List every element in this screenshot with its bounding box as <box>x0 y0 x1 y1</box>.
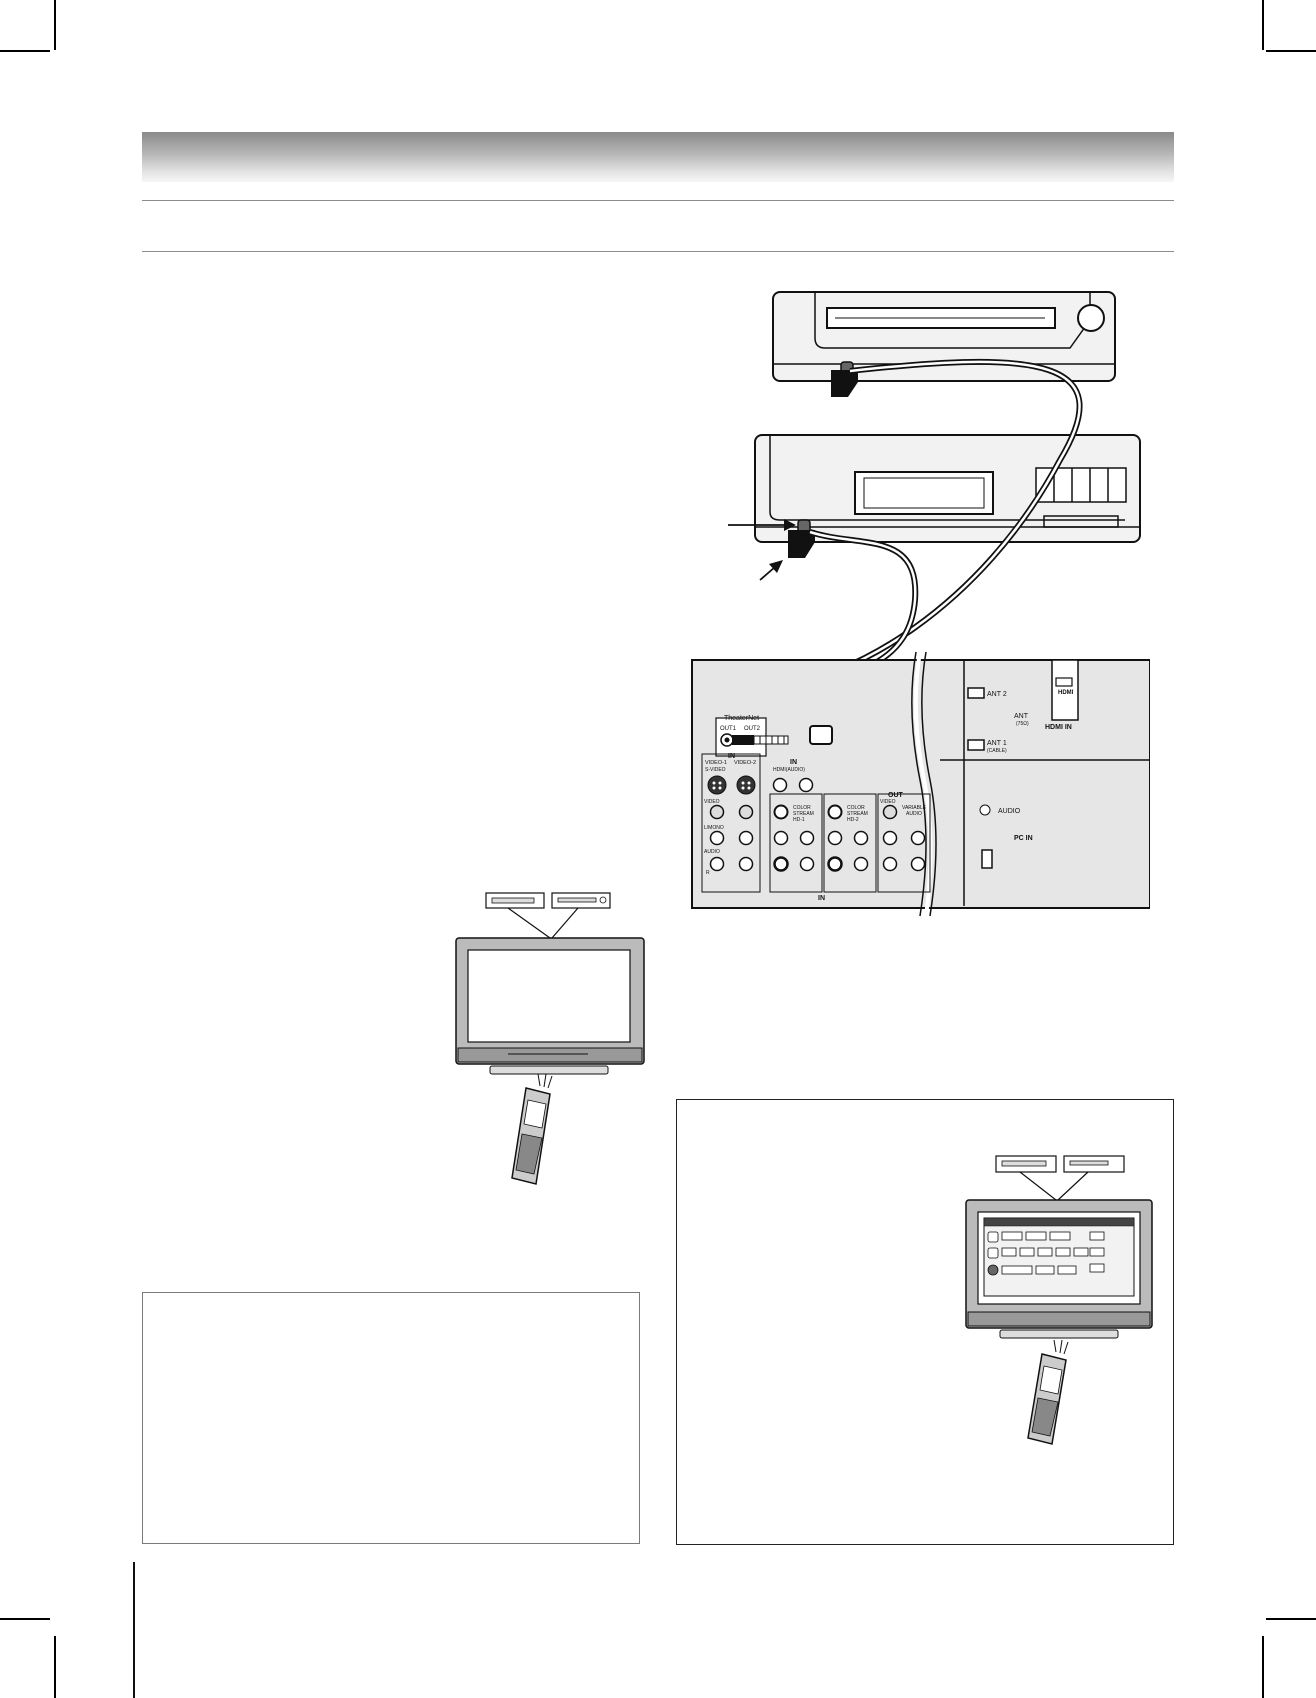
header-rule <box>142 251 1174 252</box>
hdmi-audio-label: HDMI(AUDIO) <box>773 767 805 773</box>
colorstream-label: HD-1 <box>793 817 805 823</box>
crop-mark <box>54 1636 56 1698</box>
colorstream-label: HD-2 <box>847 817 859 823</box>
colorstream-label: STREAM <box>793 811 814 817</box>
hdmi-logo: HDMI <box>1058 690 1074 696</box>
video2-label: VIDEO-2 <box>734 760 757 766</box>
hdmi-in-label: HDMI IN <box>1045 724 1072 731</box>
in-label: IN <box>728 753 735 760</box>
crop-mark <box>1262 0 1264 50</box>
connection-diagram <box>680 280 1150 920</box>
crop-mark <box>54 0 56 50</box>
colorstream-label: COLOR <box>847 805 865 811</box>
out2-label: OUT2 <box>744 726 761 732</box>
in-label: IN <box>818 895 825 902</box>
svideo-label: S-VIDEO <box>705 767 726 773</box>
vcr-device <box>773 292 1115 381</box>
colorstream-label: STREAM <box>847 811 868 817</box>
theaternet-label: TheaterNet <box>724 715 760 722</box>
tv-with-devices-illustration <box>448 888 648 1188</box>
margin-rule <box>133 1562 135 1698</box>
cable-label: (CABLE) <box>987 748 1007 754</box>
video1-label: VIDEO-1 <box>705 760 728 766</box>
video-label: VIDEO <box>880 799 896 805</box>
header-rule <box>142 200 1174 201</box>
vcr-ir-blaster <box>831 370 858 397</box>
pc-in-label: PC IN <box>1014 835 1033 842</box>
colorstream-label: COLOR <box>793 805 811 811</box>
crop-mark <box>1266 50 1316 52</box>
dvd-device <box>755 435 1140 542</box>
tv-onscreen-menu-illustration <box>960 1148 1156 1448</box>
ant-label: ANT <box>1014 713 1028 720</box>
note-box <box>142 1292 640 1544</box>
tv-back-panel <box>692 652 1150 916</box>
pc-audio-label: AUDIO <box>998 808 1021 815</box>
header-banner <box>142 132 1174 182</box>
video-label: VIDEO <box>704 799 720 805</box>
crop-mark <box>1262 1636 1264 1698</box>
variable-audio-label: AUDIO <box>906 811 922 817</box>
audio-label: AUDIO <box>704 849 720 855</box>
out1-label: OUT1 <box>720 726 737 732</box>
lmono-label: L/MONO <box>704 825 724 831</box>
out-label: OUT <box>888 792 903 799</box>
crop-mark <box>0 1618 50 1620</box>
in-label: IN <box>790 759 797 766</box>
r-label: R <box>706 870 710 876</box>
ant1-label: ANT 1 <box>987 740 1007 747</box>
ant2-label: ANT 2 <box>987 691 1007 698</box>
variable-audio-label: VARIABLE <box>902 805 927 811</box>
ant-ohm-label: (75Ω) <box>1016 721 1029 727</box>
crop-mark <box>1266 1618 1316 1620</box>
crop-mark <box>0 50 50 52</box>
